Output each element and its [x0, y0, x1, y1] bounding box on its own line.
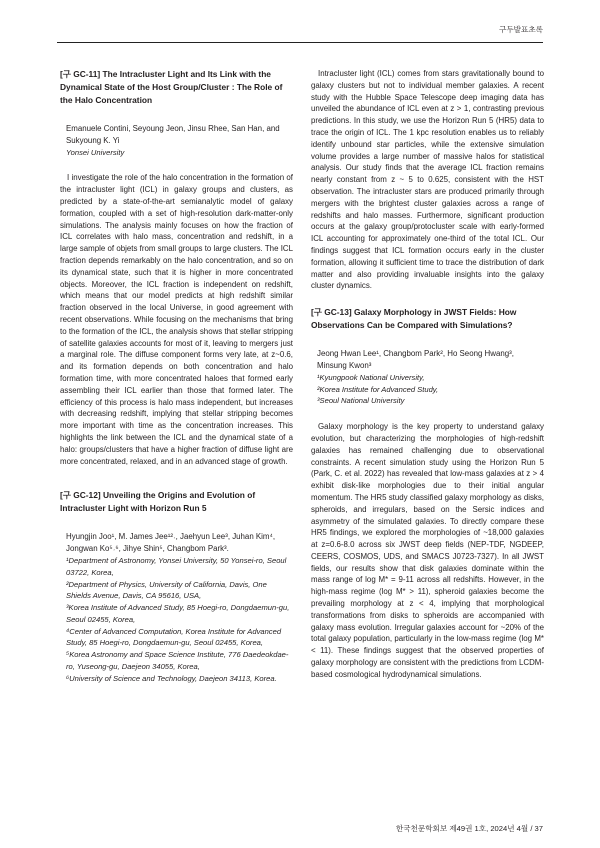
abstract-title: [구 GC-13] Galaxy Morphology in JWST Fields: How Observations Can be Compared with Simulations?	[311, 307, 517, 331]
abstract-authors: Jeong Hwan Lee¹, Changbom Park², Ho Seong Hwang³, Minsung Kwon³	[317, 349, 514, 370]
abstract-title: [구 GC-12] Unveiling the Origins and Evolution of Intracluster Light with Horizon Run 5	[60, 490, 256, 514]
abstract-body: I investigate the role of the halo concentration in the formation of the intracluster light (ICL) in galaxy groups and clusters, as predicted by a state-of-the-art semianalytic model of galaxy formation, coupled with a set of high-resolution dark-matter-only simulations. The analysis mainly focuses on how the fraction of ICL correlates with halo mass, concentration and redshift, in a large sample of objets from small groups to large clusters. The ICL fraction depends remarkably on the halo concentration, and so on its dynamical state, such that it is higher in more concentrated objects. Moreover, the ICL fraction is independent on redshift, which means that our model predicts at high redshift similar fraction observed in the local Universe, in good agreement with recent observations. While focusing on the mechanisms that bring to the formation of the ICL, the analysis shows that stellar stripping of satellite galaxies accounts for most of it, leaving to mergers just a marginal role. The diffuse component forms very late, at z~0.6, and its formation depends on both concentration and halo formation time, with more concentrated haloes that formed early assembling their ICL earlier than those that formed later. The efficiency of this process is halo mass independent, but increases with decreasing redshift, implying that stellar stripping becomes more important with time as the concentration increases. This highlights the link between the ICL and the dynamical state of a halo: groups/clusters that have a higher fraction of diffuse light are more concentrated, relaxed, and in an advanced stage of growth.	[60, 173, 293, 466]
right-column	[311, 68, 544, 681]
abstract-affiliation: ²Korea Institute for Advanced Study,	[317, 384, 439, 394]
abstract-affiliation: ¹Department of Astronomy, Yonsei University, 50 Yonsei-ro, Seoul 03722, Korea,	[66, 555, 287, 577]
abstract-affiliation: ⁶University of Science and Technology, Daejeon 34113, Korea.	[66, 673, 277, 683]
abstract-title: [구 GC-11] The Intracluster Light and Its Link with the Dynamical State of the Host Group/Cluster : The Role of the Halo Concentration	[60, 69, 283, 105]
abstract-gc-12-header	[60, 489, 293, 684]
page-footer: 한국천문학회보 제49권 1호, 2024년 4월 / 37	[395, 824, 543, 833]
abstract-affiliation: ³Korea Institute of Advanced Study, 85 Hoegi-ro, Dongdaemun-gu, Seoul 02455, Korea,	[66, 603, 290, 624]
abstract-affiliation: Yonsei University	[66, 147, 125, 157]
abstract-affiliation: ⁴Center of Advanced Computation, Korea Institute for Advanced Study, 85 Hoegi-ro, Dongdaemun-gu, Seoul 02455, Korea,	[66, 626, 282, 648]
left-column	[60, 68, 293, 685]
abstract-body: Galaxy morphology is the key property to understand galaxy evolution, but characterizing the morphologies of high-redshift galaxies has remained challenging due to observational constraints. A recent simulation study using the Horizon Run 5 (Park, C. et al. 2022) has revealed that low-mass galaxies at z > 4 exhibit disk-like morphologies due to their initial angular momentum. The HR5 study classified galaxy morphology as disks, spheroids, and irregulars, based on the Sersic indices and asymmetry of the simulated galaxies. To directly compare these HR5 findings, we explored the morphologies of ~18,000 galaxies at z=0.6-8.0 across six JWST deep fields (NEP-TDF, NGDEEP, CEERS, COSMOS, UDS, and SMACS J0723-7327). In all JWST fields, our results show that disk galaxies dominate within the mass range of log M* = 9-11 across all redshifts. However, in the high-mass regime (log M* > 11), spheroid galaxies become the prevailing morphology at z < 4, implying that morphological transformations from disks to spheroids are accompanied with galaxy mass evolution. Irregular galaxies account for ~20% of the total galaxy population, particularly in the low-mass regime (log M* < 11). These findings suggest that the observed properties of galaxy morphology are consistent with the predictions from LCDM-based cosmological hydrodynamical simulations.	[311, 422, 544, 679]
abstract-gc-13	[311, 306, 544, 681]
header-rule	[57, 42, 543, 43]
abstract-affiliation: ³Seoul National University	[317, 396, 405, 406]
abstract-gc-12-body	[311, 68, 544, 292]
abstract-affiliation: ²Department of Physics, University of California, Davis, One Shields Avenue, Davis, CA 95616, USA,	[66, 579, 267, 601]
abstract-authors: Emanuele Contini, Seyoung Jeon, Jinsu Rhee, San Han, and Sukyoung K. Yi	[66, 124, 280, 145]
section-label: 구두발표초록	[498, 25, 543, 34]
abstract-gc-11	[60, 68, 293, 467]
abstract-affiliation: ⁵Korea Astronomy and Space Science Institute, 776 Daedeokdae-ro, Yuseong-gu, Daejeon 34055, Korea,	[66, 650, 289, 672]
abstract-body: Intracluster light (ICL) comes from stars gravitationally bound to galaxy clusters but not to individual member galaxies. A recent study with the Hubble Space Telescope deep imaging data has unveiled the abundance of ICL even at z > 1, contrasting previous predictions. In this study, we use the Horizon Run 5 (HR5) data to trace the origin of ICL. The 1 kpc resolution enables us to reliably identify unbound star particles, while the extensive simulation volume provides a large number of massive halos for statistical analysis. Our study finds that the average ICL fraction remains nearly constant from z ~ 5 to 0.625, consistent with the HST observation. The intracluster stars are produced primarily through mergers with the brightest cluster galaxies across a range of redshifts and halo masses. Furthermore, significant production occurs at the galaxy group/protocluster scale with early-formed ICL accounting for approximately one-third of the total ICL. Our findings suggest that ICL formation occurs early in the cluster formation, allowing it sufficient time to trace the distribution of dark matter and also providing invaluable insights into the galaxy cluster dynamics.	[311, 69, 544, 291]
abstract-authors: Hyungjin Joo¹, M. James Jee¹²˒, Jaehyun Lee³, Juhan Kim⁴, Jongwan Ko⁵˒⁶, Jihye Shin⁵, Changbom Park³.	[66, 532, 276, 554]
abstract-affiliation: ¹Kyungpook National University,	[317, 372, 425, 382]
